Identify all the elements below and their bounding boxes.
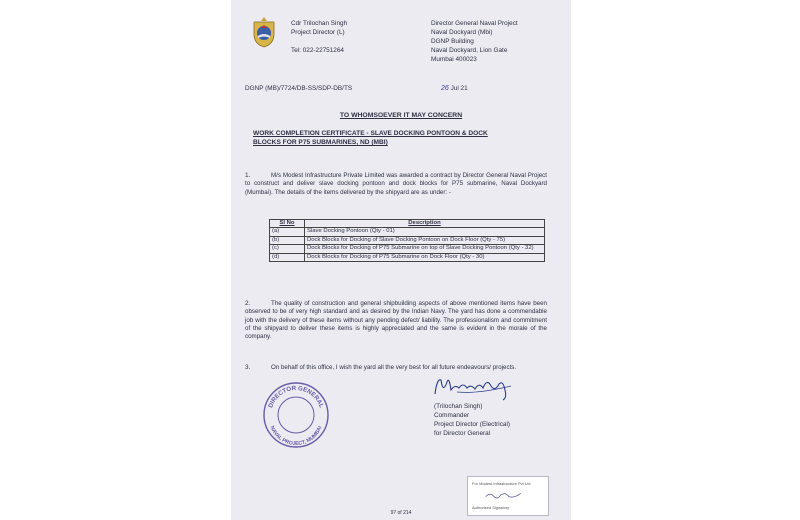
address-line-1: Director General Naval Project [431,20,518,27]
items-table [269,219,545,262]
document-page [231,0,571,520]
address-line-2: Naval Dockyard (Mbi) [431,29,493,36]
para-2-number: 2. [245,300,251,307]
address-line-4: Naval Dockyard, Lion Gate [431,47,508,54]
stamp-signature [484,489,534,501]
table-row [270,253,545,261]
official-seal-stamp [261,380,331,450]
date-month-year: Jul 21 [450,85,468,92]
signatory-name: (Trilochan Singh) [434,403,483,410]
seal-text-top: DIRECTOR GENERAL [267,384,325,409]
row-sl: (b) [270,236,305,244]
stamp-company: For Modest Infrastructure Pvt Ltd [472,481,531,486]
date-day: 26 [441,85,449,92]
para-1-text: M/s Modest Infrastructure Private Limited was awarded a contract by Director General Naval Project to construct and deliver slave docking pontoon and dock blocks for P75 submarine, Naval Dockyard (Mumbai). The details of the items delivered by the shipyard are as under: - [245,172,547,196]
svg-text:NAVAL PROJECT, MUMBAI [269,425,324,447]
seal-text-bottom: NAVAL PROJECT, MUMBAI [268,425,324,448]
subject-line-1: WORK COMPLETION CERTIFICATE - SLAVE DOCKING PONTOON & DOCK [253,130,488,137]
row-desc: Slave Docking Pontoon (Qty - 01) [305,228,545,236]
handwritten-signature [427,372,527,402]
para-2-text: The quality of construction and general shipbuilding aspects of above mentioned items have been observed to be of very high standard and as desired by the Indian Navy. The yard has done a commendable job with the delivery of these items without any pending defect/ liability. The professionalism and commitment of the shipyard to deliver these items is highly appreciated and the same is evident in the morale of the company. [245,300,547,341]
row-sl: (d) [270,253,305,261]
col-desc-header: Description [305,220,545,228]
reference-number: DGNP (MB)/7724/DB-SS/SDP-DB/TS [245,85,353,92]
stamp-authorised: Authorised Signatory [472,505,510,510]
signatory-role: Project Director (Electrical) [434,421,510,428]
table-header-row [270,220,545,228]
subject-line-2: BLOCKS FOR P75 SUBMARINES, ND (MBI) [253,139,388,146]
para-3-number: 3. [245,364,251,371]
letter-heading: TO WHOMSOEVER IT MAY CONCERN [339,112,463,119]
sender-name: Cdr Trilochan Singh [291,20,348,27]
table-row [270,245,545,253]
col-sl-header: Sl No [270,220,305,228]
navy-crest-logo [251,16,277,48]
sender-tel: Tel: 022-22751264 [291,47,344,54]
sender-title: Project Director (L) [291,29,345,36]
table-row [270,236,545,244]
table-row [270,228,545,236]
row-sl: (c) [270,245,305,253]
row-desc: Dock Blocks for Docking of P75 Submarine on Dock Floor (Qty - 30) [305,253,545,261]
address-line-5: Mumbai 400023 [431,56,477,63]
row-desc: Dock Blocks for Docking of P75 Submarine on top of Slave Docking Pontoon (Qty - 32) [305,245,545,253]
row-sl: (a) [270,228,305,236]
para-1-number: 1. [245,172,251,179]
signatory-for: for Director General [434,430,491,437]
para-3-text: On behalf of this office, I wish the yard all the very best for all future endeavours/ projects. [271,364,517,371]
signatory-rank: Commander [434,412,470,419]
row-desc: Dock Blocks for Docking of Slave Docking Pontoon on Dock Floor (Qty - 75) [305,236,545,244]
letter-date [441,85,468,94]
address-line-3: DGNP Building [431,38,474,45]
page-footer: 97 of 214 [390,510,412,516]
